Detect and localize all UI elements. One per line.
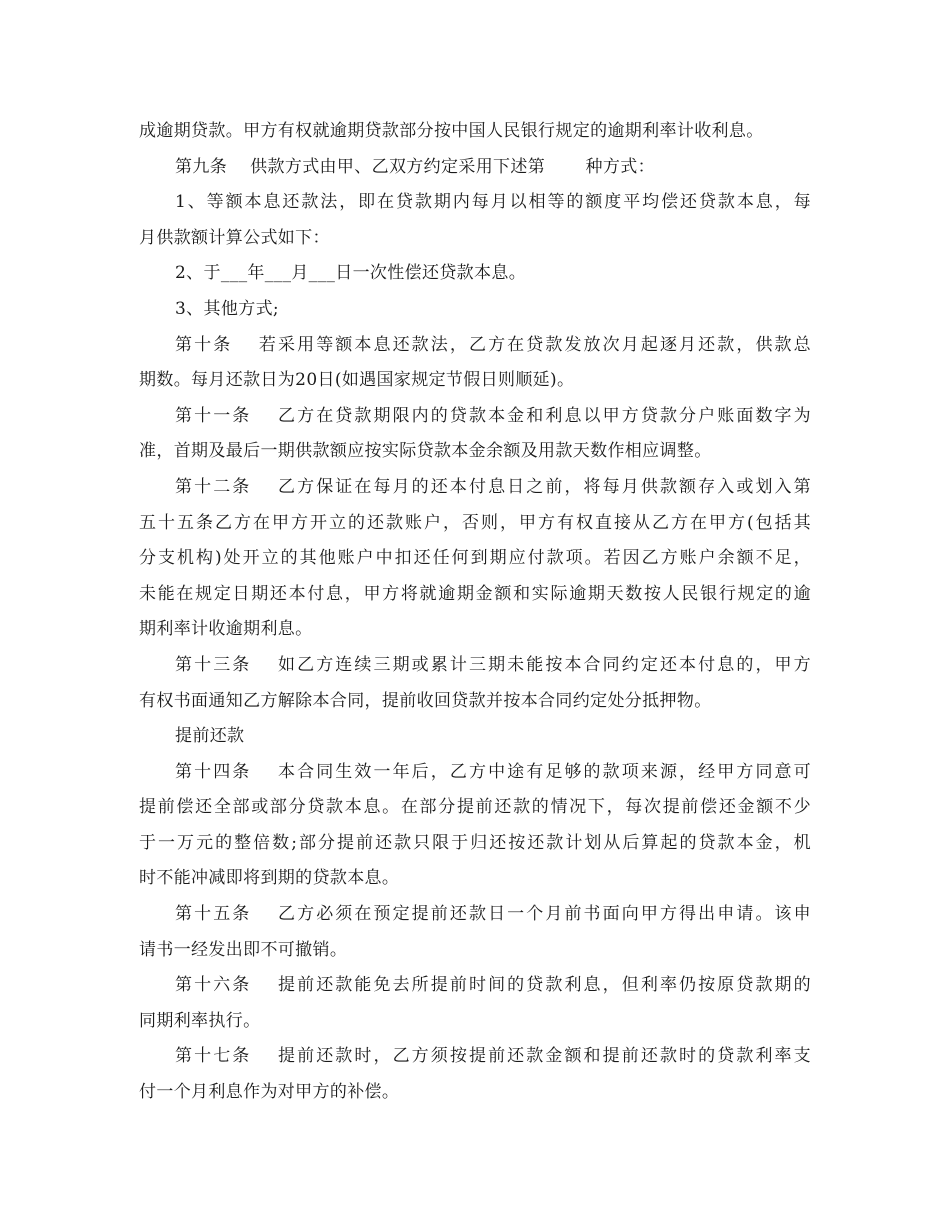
document-body [139, 114, 811, 1111]
document-text-line: 于一万元的整倍数;部分提前还款只限于归还按还款计划从后算起的贷款本金，机 [139, 832, 811, 853]
document-text-line: 第十四条 本合同生效一年后，乙方中途有足够的款项来源，经甲方同意可 [175, 761, 811, 782]
document-text-line: 第十三条 如乙方连续三期或累计三期未能按本合同约定还本付息的，甲方 [175, 654, 811, 675]
document-text-line: 付一个月利息作为对甲方的补偿。 [139, 1082, 400, 1103]
document-text-line: 第十六条 提前还款能免去所提前时间的贷款利息，但利率仍按原贷款期的 [175, 975, 811, 996]
document-text-line: 成逾期贷款。甲方有权就逾期贷款部分按中国人民银行规定的逾期利率计收利息。 [139, 121, 764, 141]
document-text-line: 2、于___年___月___日一次性偿还贷款本息。 [175, 263, 527, 284]
document-text-line: 第九条 供款方式由甲、乙双方约定采用下述第 种方式： [175, 156, 655, 177]
document-text-line: 分支机构)处开立的其他账户中扣还任何到期应付款项。若因乙方账户余额不足， [139, 548, 811, 569]
document-text-line: 提前偿还全部或部分贷款本息。在部分提前还款的情况下，每次提前偿还金额不少 [139, 797, 811, 818]
document-text-line: 第十二条 乙方保证在每月的还本付息日之前，将每月供款额存入或划入第 [175, 476, 811, 497]
document-text-line: 第十七条 提前还款时，乙方须按提前还款金额和提前还款时的贷款利率支 [175, 1046, 811, 1067]
document-text-line: 准，首期及最后一期供款额应按实际贷款本金余额及用款天数作相应调整。 [139, 441, 712, 462]
document-text-line: 请书一经发出即不可撤销。 [139, 939, 348, 960]
document-text-line: 第十条 若采用等额本息还款法，乙方在贷款发放次月起逐月还款，供款总 [175, 334, 811, 355]
document-text-line: 期利率计收逾期利息。 [139, 619, 313, 640]
document-text-line: 期数。每月还款日为20日(如遇国家规定节假日则顺延)。 [139, 370, 575, 391]
document-text-line: 未能在规定日期还本付息，甲方将就逾期金额和实际逾期天数按人民银行规定的逾 [139, 583, 811, 604]
document-text-line: 第十一条 乙方在贷款期限内的贷款本金和利息以甲方贷款分户账面数字为 [175, 405, 811, 426]
document-text-line: 1、等额本息还款法，即在贷款期内每月以相等的额度平均偿还贷款本息，每 [175, 192, 811, 213]
document-text-line: 提前还款 [175, 726, 245, 747]
document-text-line: 有权书面通知乙方解除本合同，提前收回贷款并按本合同约定处分抵押物。 [139, 690, 712, 711]
document-text-line: 时不能冲减即将到期的贷款本息。 [139, 868, 400, 889]
document-text-line: 3、其他方式; [175, 298, 279, 319]
document-text-line: 五十五条乙方在甲方开立的还款账户，否则，甲方有权直接从乙方在甲方(包括其 [139, 512, 811, 533]
document-text-line: 同期利率执行。 [139, 1010, 261, 1031]
document-text-line: 月供款额计算公式如下： [139, 227, 330, 248]
document-text-line: 第十五条 乙方必须在预定提前还款日一个月前书面向甲方得出申请。该申 [175, 904, 811, 925]
